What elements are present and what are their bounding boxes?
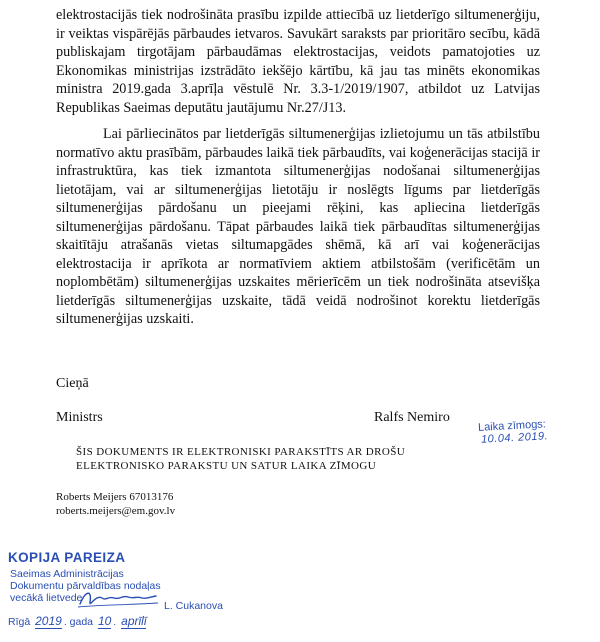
stamp-title: KOPIJA PAREIZA bbox=[8, 550, 126, 565]
body-paragraph-1: elektrostacijās tiek nodrošināta prasību izpilde attiecībā uz lietderīgo siltumenerģiju, ir veiktas vispārējās pārbaudes ietvaros. Savukārt saraksts par prioritāro secību, kādā publiskajam tirgotājam pārbaudāmas elektrostacijas, veidots pamatojoties uz Ekonomikas ministrijas izstrādāto iekšējo kārtību, kā jau tas minēts ekonomikas ministra 2019.gada 3.aprīļa vēstulē Nr. 3.3-1/2019/1907, atbildot uz Latvijas Republikas Saeimas deputātu jautājumu Nr.27/J13. bbox=[56, 7, 540, 116]
body-paragraph-2: Lai pārliecinātos par lietderīgās siltumenerģijas izlietojumu un tās atbilstību normatīvo aktu prasībām, pārbaudes laikā tiek pārbaudīts, vai koģenerācijas stacijā ir infrastruktūra, kas tiek izmantota siltumenerģijas nodošanai siltumenerģijas lietotājam, vai ar siltumenerģijas lietotāju ir noslēgts līgums par lietderīgās siltumenerģijas pārdošanu un pieejami rēķini, kas apliecina lietderīgās siltumenerģijas pārdošanu. Tāpat pārbaudes laikā tiek pārbaudītas siltumenerģijas skaitītāju atrašanās vietas siltumapgādes shēmā, kā arī vai koģenerācijas elektrostacija ir aprīkota ar normatīviem aktiem atbilstošām (verificētām un noplombētām) siltumenerģijas uzskaites mērierīcēm un tiek nodrošināta atsevišķa lietderīgās siltumenerģijas uzskaite, tādā veidā nodrošinot korektu lietderīgās siltumenerģijas uzskaiti. bbox=[56, 126, 540, 327]
stamp-day: 10 bbox=[97, 614, 112, 628]
stamp-date-row: Rīgā 2019 . gada 10 . aprīlī bbox=[8, 614, 147, 628]
stamp-place: Rīgā bbox=[8, 616, 31, 628]
signatory-name: Ralfs Nemiro bbox=[374, 410, 450, 425]
stamp-department: Dokumentu pārvaldības nodaļas bbox=[10, 580, 161, 592]
stamp-org: Saeimas Administrācijas bbox=[10, 568, 124, 580]
contact-block bbox=[56, 490, 175, 518]
closing-salutation: Cieņā bbox=[56, 376, 89, 391]
stamp-signer-name: L. Cukanova bbox=[164, 600, 223, 612]
stamp-position: vecākā lietvede bbox=[10, 592, 83, 604]
contact-name-phone: Roberts Meijers 67013176 bbox=[56, 491, 174, 503]
electronic-signature-notice: ŠIS DOKUMENTS IR ELEKTRONISKI PARAKSTĪTS AR DROŠU ELEKTRONISKO PARAKSTU UN SATUR LAIKA ZĪMOGU bbox=[76, 446, 406, 472]
signatory-role: Ministrs bbox=[56, 410, 103, 425]
stamp-year-suffix: . gada bbox=[63, 616, 94, 628]
copy-certification-stamp bbox=[4, 550, 244, 642]
handwritten-signature-icon bbox=[76, 586, 160, 612]
contact-email: roberts.meijers@em.gov.lv bbox=[56, 505, 176, 517]
time-stamp-note bbox=[478, 420, 548, 444]
time-stamp-label: Laika zīmogs: bbox=[477, 418, 547, 434]
stamp-year: 2019 bbox=[35, 614, 62, 628]
time-stamp-date: 10.04. 2019. bbox=[480, 430, 549, 446]
stamp-month: aprīlī bbox=[121, 614, 147, 628]
